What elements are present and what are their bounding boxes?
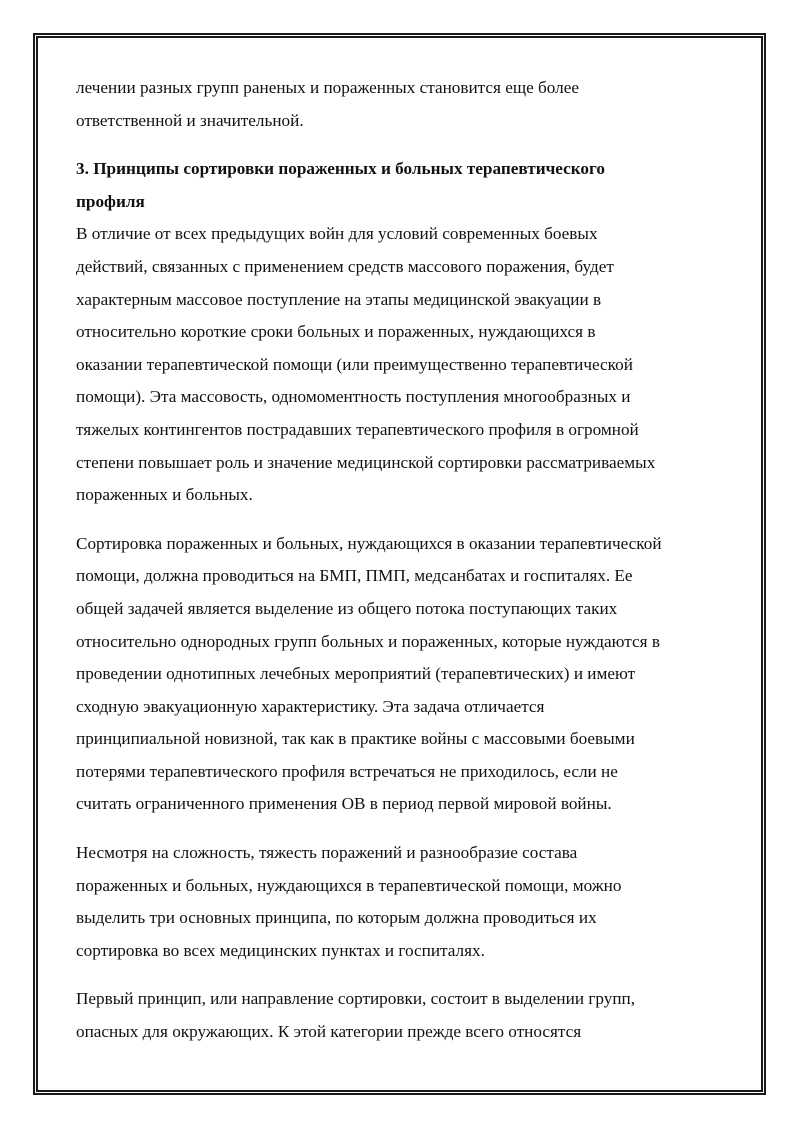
text-line: действий, связанных с применением средств массового поражения, будет [76,256,614,276]
heading-line: профиля [76,191,145,211]
text-line: сходную эвакуационную характеристику. Эта задача отличается [76,696,545,716]
text-line: тяжелых контингентов пострадавших терапевтического профиля в огромной [76,419,639,439]
text-line: проведении однотипных лечебных мероприятий (терапевтических) и имеют [76,664,636,684]
text-line: пораженных и больных, нуждающихся в терапевтической помощи, можно [76,875,622,895]
text-line: принципиальной новизной, так как в практике войны с массовыми боевыми [76,729,635,749]
text-line: Первый принцип, или направление сортировки, состоит в выделении групп, [76,989,636,1009]
paragraph-principles [76,837,736,967]
paragraph-sorting [76,528,736,821]
text-line: помощи). Эта массовость, одномоментность поступления многообразных и [76,387,631,407]
text-line: сортировка во всех медицинских пунктах и госпиталях. [76,940,485,960]
text-line: выделить три основных принципа, по которым должна проводиться их [76,908,597,928]
heading-line: 3. Принципы сортировки пораженных и больных терапевтического [76,159,605,179]
text-line: характерным массовое поступление на этапы медицинской эвакуации в [76,289,602,309]
text-line: В отличие от всех предыдущих войн для условий современных боевых [76,224,598,244]
text-line: помощи, должна проводиться на БМП, ПМП, медсанбатах и госпиталях. Ее [76,566,633,586]
text-line: относительно однородных групп больных и пораженных, которые нуждаются в [76,631,660,651]
text-line: степени повышает роль и значение медицинской сортировки рассматриваемых [76,452,656,472]
text-line: общей задачей является выделение из общего потока поступающих таких [76,598,618,618]
document-body [76,72,736,1065]
text-line: ответственной и значительной. [76,110,304,130]
text-line: пораженных и больных. [76,485,253,505]
text-line: Несмотря на сложность, тяжесть поражений и разнообразие состава [76,843,578,863]
section-heading [76,153,736,218]
paragraph-intro [76,218,736,511]
text-line: оказании терапевтической помощи (или преимущественно терапевтической [76,354,633,374]
text-line: относительно короткие сроки больных и пораженных, нуждающихся в [76,322,596,342]
paragraph-continuation [76,72,736,137]
text-line: потерями терапевтического профиля встречаться не приходилось, если не [76,761,618,781]
paragraph-first-principle [76,983,736,1048]
text-line: Сортировка пораженных и больных, нуждающихся в оказании терапевтической [76,533,662,553]
text-line: опасных для окружающих. К этой категории прежде всего относятся [76,1022,582,1042]
text-line: считать ограниченного применения ОВ в период первой мировой войны. [76,794,612,814]
text-line: лечении разных групп раненых и пораженных становится еще более [76,78,579,97]
